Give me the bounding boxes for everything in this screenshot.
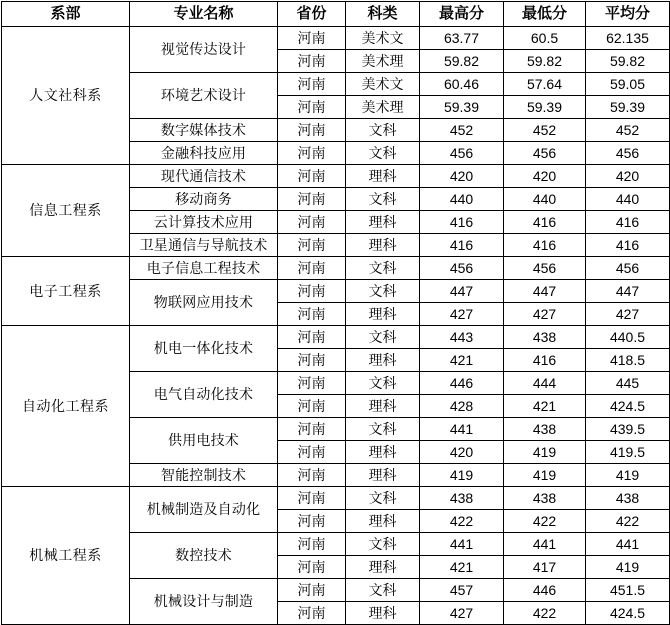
subject-cell: 理科: [346, 395, 420, 418]
max-score-cell: 428: [420, 395, 504, 418]
subject-cell: 理科: [346, 303, 420, 326]
min-score-cell: 419: [504, 464, 586, 487]
subject-cell: 文科: [346, 280, 420, 303]
max-score-cell: 457: [420, 579, 504, 602]
table-row: [2, 257, 670, 280]
min-score-cell: 438: [504, 326, 586, 349]
avg-score-cell: 451.5: [586, 579, 670, 602]
avg-score-cell: 418.5: [586, 349, 670, 372]
major-cell: 机械设计与制造: [130, 579, 278, 625]
department-cell: 自动化工程系: [2, 326, 130, 487]
avg-score-cell: 419: [586, 464, 670, 487]
province-cell: 河南: [278, 165, 346, 188]
avg-score-cell: 452: [586, 119, 670, 142]
major-cell: 物联网应用技术: [130, 280, 278, 326]
min-score-cell: 446: [504, 579, 586, 602]
max-score-cell: 420: [420, 441, 504, 464]
subject-cell: 文科: [346, 142, 420, 165]
province-cell: 河南: [278, 211, 346, 234]
major-cell: 卫星通信与导航技术: [130, 234, 278, 257]
table-header: [2, 2, 670, 27]
column-header-min-score: 最低分: [504, 2, 586, 27]
province-cell: 河南: [278, 257, 346, 280]
major-cell: 智能控制技术: [130, 464, 278, 487]
province-cell: 河南: [278, 533, 346, 556]
subject-cell: 美术理: [346, 96, 420, 119]
province-cell: 河南: [278, 142, 346, 165]
province-cell: 河南: [278, 280, 346, 303]
subject-cell: 美术文: [346, 27, 420, 50]
min-score-cell: 57.64: [504, 73, 586, 96]
subject-cell: 文科: [346, 257, 420, 280]
min-score-cell: 416: [504, 349, 586, 372]
min-score-cell: 59.82: [504, 50, 586, 73]
avg-score-cell: 420: [586, 165, 670, 188]
max-score-cell: 452: [420, 119, 504, 142]
max-score-cell: 419: [420, 464, 504, 487]
province-cell: 河南: [278, 395, 346, 418]
avg-score-cell: 427: [586, 303, 670, 326]
column-header-max-score: 最高分: [420, 2, 504, 27]
column-header-dept: 系部: [2, 2, 130, 27]
province-cell: 河南: [278, 464, 346, 487]
province-cell: 河南: [278, 556, 346, 579]
max-score-cell: 443: [420, 326, 504, 349]
avg-score-cell: 424.5: [586, 395, 670, 418]
province-cell: 河南: [278, 96, 346, 119]
column-header-major: 专业名称: [130, 2, 278, 27]
major-cell: 现代通信技术: [130, 165, 278, 188]
major-cell: 供用电技术: [130, 418, 278, 464]
subject-cell: 理科: [346, 234, 420, 257]
province-cell: 河南: [278, 579, 346, 602]
column-header-subject: 科类: [346, 2, 420, 27]
max-score-cell: 416: [420, 211, 504, 234]
max-score-cell: 447: [420, 280, 504, 303]
province-cell: 河南: [278, 487, 346, 510]
max-score-cell: 438: [420, 487, 504, 510]
min-score-cell: 422: [504, 510, 586, 533]
province-cell: 河南: [278, 119, 346, 142]
min-score-cell: 427: [504, 303, 586, 326]
avg-score-cell: 416: [586, 234, 670, 257]
subject-cell: 文科: [346, 418, 420, 441]
major-cell: 环境艺术设计: [130, 73, 278, 119]
max-score-cell: 427: [420, 303, 504, 326]
min-score-cell: 420: [504, 165, 586, 188]
avg-score-cell: 419.5: [586, 441, 670, 464]
province-cell: 河南: [278, 510, 346, 533]
major-cell: 数控技术: [130, 533, 278, 579]
max-score-cell: 456: [420, 257, 504, 280]
min-score-cell: 416: [504, 234, 586, 257]
max-score-cell: 456: [420, 142, 504, 165]
avg-score-cell: 440: [586, 188, 670, 211]
max-score-cell: 420: [420, 165, 504, 188]
subject-cell: 文科: [346, 533, 420, 556]
major-cell: 视觉传达设计: [130, 27, 278, 73]
avg-score-cell: 59.82: [586, 50, 670, 73]
avg-score-cell: 456: [586, 142, 670, 165]
min-score-cell: 416: [504, 211, 586, 234]
avg-score-cell: 456: [586, 257, 670, 280]
major-cell: 数字媒体技术: [130, 119, 278, 142]
subject-cell: 文科: [346, 188, 420, 211]
avg-score-cell: 438: [586, 487, 670, 510]
province-cell: 河南: [278, 50, 346, 73]
avg-score-cell: 440.5: [586, 326, 670, 349]
avg-score-cell: 447: [586, 280, 670, 303]
avg-score-cell: 424.5: [586, 602, 670, 625]
min-score-cell: 456: [504, 142, 586, 165]
score-table-page: [0, 1, 670, 621]
subject-cell: 文科: [346, 372, 420, 395]
max-score-cell: 427: [420, 602, 504, 625]
min-score-cell: 440: [504, 188, 586, 211]
major-cell: 机械制造及自动化: [130, 487, 278, 533]
province-cell: 河南: [278, 27, 346, 50]
subject-cell: 文科: [346, 579, 420, 602]
max-score-cell: 440: [420, 188, 504, 211]
max-score-cell: 59.82: [420, 50, 504, 73]
min-score-cell: 419: [504, 441, 586, 464]
admission-score-table: [1, 1, 670, 625]
column-header-avg-score: 平均分: [586, 2, 670, 27]
department-cell: 信息工程系: [2, 165, 130, 257]
min-score-cell: 452: [504, 119, 586, 142]
min-score-cell: 438: [504, 418, 586, 441]
avg-score-cell: 439.5: [586, 418, 670, 441]
department-cell: 机械工程系: [2, 487, 130, 625]
avg-score-cell: 445: [586, 372, 670, 395]
max-score-cell: 59.39: [420, 96, 504, 119]
max-score-cell: 441: [420, 418, 504, 441]
major-cell: 移动商务: [130, 188, 278, 211]
max-score-cell: 421: [420, 349, 504, 372]
header-row: [2, 2, 670, 27]
subject-cell: 美术文: [346, 73, 420, 96]
min-score-cell: 60.5: [504, 27, 586, 50]
province-cell: 河南: [278, 349, 346, 372]
min-score-cell: 421: [504, 395, 586, 418]
province-cell: 河南: [278, 303, 346, 326]
max-score-cell: 441: [420, 533, 504, 556]
subject-cell: 文科: [346, 326, 420, 349]
table-row: [2, 487, 670, 510]
max-score-cell: 422: [420, 510, 504, 533]
max-score-cell: 446: [420, 372, 504, 395]
subject-cell: 理科: [346, 556, 420, 579]
subject-cell: 理科: [346, 211, 420, 234]
avg-score-cell: 416: [586, 211, 670, 234]
subject-cell: 理科: [346, 441, 420, 464]
subject-cell: 文科: [346, 487, 420, 510]
major-cell: 电气自动化技术: [130, 372, 278, 418]
subject-cell: 理科: [346, 165, 420, 188]
table-row: [2, 27, 670, 50]
province-cell: 河南: [278, 188, 346, 211]
subject-cell: 美术理: [346, 50, 420, 73]
province-cell: 河南: [278, 418, 346, 441]
province-cell: 河南: [278, 602, 346, 625]
min-score-cell: 444: [504, 372, 586, 395]
max-score-cell: 421: [420, 556, 504, 579]
max-score-cell: 63.77: [420, 27, 504, 50]
avg-score-cell: 422: [586, 510, 670, 533]
min-score-cell: 422: [504, 602, 586, 625]
subject-cell: 理科: [346, 464, 420, 487]
avg-score-cell: 62.135: [586, 27, 670, 50]
avg-score-cell: 441: [586, 533, 670, 556]
subject-cell: 理科: [346, 602, 420, 625]
min-score-cell: 417: [504, 556, 586, 579]
province-cell: 河南: [278, 234, 346, 257]
avg-score-cell: 59.39: [586, 96, 670, 119]
major-cell: 机电一体化技术: [130, 326, 278, 372]
department-cell: 人文社科系: [2, 27, 130, 165]
major-cell: 金融科技应用: [130, 142, 278, 165]
province-cell: 河南: [278, 73, 346, 96]
min-score-cell: 441: [504, 533, 586, 556]
province-cell: 河南: [278, 326, 346, 349]
table-row: [2, 165, 670, 188]
column-header-province: 省份: [278, 2, 346, 27]
min-score-cell: 59.39: [504, 96, 586, 119]
province-cell: 河南: [278, 372, 346, 395]
table-body: [2, 27, 670, 625]
subject-cell: 理科: [346, 349, 420, 372]
min-score-cell: 447: [504, 280, 586, 303]
major-cell: 电子信息工程技术: [130, 257, 278, 280]
avg-score-cell: 419: [586, 556, 670, 579]
avg-score-cell: 59.05: [586, 73, 670, 96]
subject-cell: 理科: [346, 510, 420, 533]
department-cell: 电子工程系: [2, 257, 130, 326]
min-score-cell: 438: [504, 487, 586, 510]
major-cell: 云计算技术应用: [130, 211, 278, 234]
max-score-cell: 60.46: [420, 73, 504, 96]
table-row: [2, 326, 670, 349]
min-score-cell: 456: [504, 257, 586, 280]
max-score-cell: 416: [420, 234, 504, 257]
province-cell: 河南: [278, 441, 346, 464]
subject-cell: 文科: [346, 119, 420, 142]
